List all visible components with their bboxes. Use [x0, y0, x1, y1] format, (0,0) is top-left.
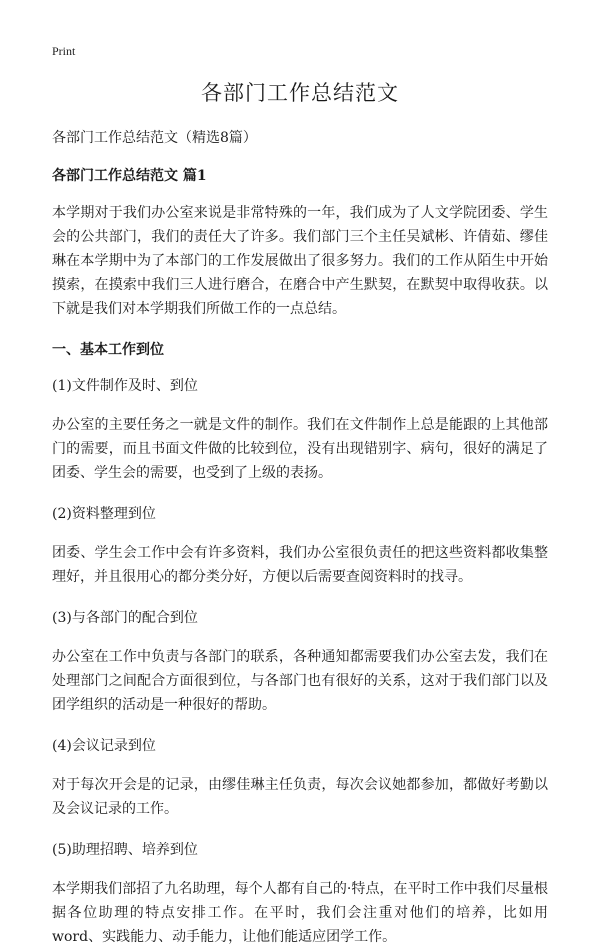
item-label-1: (1)文件制作及时、到位 — [52, 378, 198, 394]
intro-paragraph: 本学期对于我们办公室来说是非常特殊的一年，我们成为了人文学院团委、学生会的公共部门，我们的责任大了许多。我们部门三个主任吴斌彬、许倩茹、缪佳琳在本学期中为了本部门的工作发展做出了很多努力。我们的工作从陌生中开始摸索，在摸索中我们三人进行磨合，在磨合中产生默契，在默契中取得收获。以下就是我们对本学期我们所做工作的一点总结。 — [52, 205, 548, 317]
part-heading: 一、基本工作到位 — [52, 342, 164, 358]
item-label-2: (2)资料整理到位 — [52, 506, 156, 522]
print-link[interactable]: Print — [52, 44, 76, 58]
item-label-3: (3)与各部门的配合到位 — [52, 610, 198, 626]
item-text-3: 办公室在工作中负责与各部门的联系，各种通知都需要我们办公室去发，我们在处理部门之间配合方面很到位，与各部门也有很好的关系，这对于我们部门以及团学组织的活动是一种很好的帮助。 — [52, 649, 548, 713]
item-text-4: 对于每次开会是的记录，由缪佳琳主任负责，每次会议她都参加，都做好考勤以及会议记录的工作。 — [52, 777, 548, 817]
item-text-1: 办公室的主要任务之一就是文件的制作。我们在文件制作上总是能跟的上其他部门的需要，而且书面文件做的比较到位，没有出现错别字、病句，很好的满足了团委、学生会的需要，也受到了上级的表扬。 — [52, 417, 548, 481]
item-text-2: 团委、学生会工作中会有许多资料，我们办公室很负责任的把这些资料都收集整理好，并且很用心的都分类分好，方便以后需要查阅资料时的找寻。 — [52, 545, 548, 585]
item-text-5: 本学期我们部招了九名助理，每个人都有自己的·特点，在平时工作中我们尽量根据各位助理的特点安排工作。在平时，我们会注重对他们的培养，比如用word、实践能力、动手能力，让他们能适应团学工作。 — [52, 881, 548, 945]
item-label-5: (5)助理招聘、培养到位 — [52, 842, 198, 858]
document-title: 各部门工作总结范文 — [201, 81, 399, 105]
item-label-4: (4)会议记录到位 — [52, 738, 156, 754]
document-subtitle: 各部门工作总结范文（精选8篇） — [52, 130, 257, 146]
section-title: 各部门工作总结范文 篇1 — [52, 168, 207, 184]
